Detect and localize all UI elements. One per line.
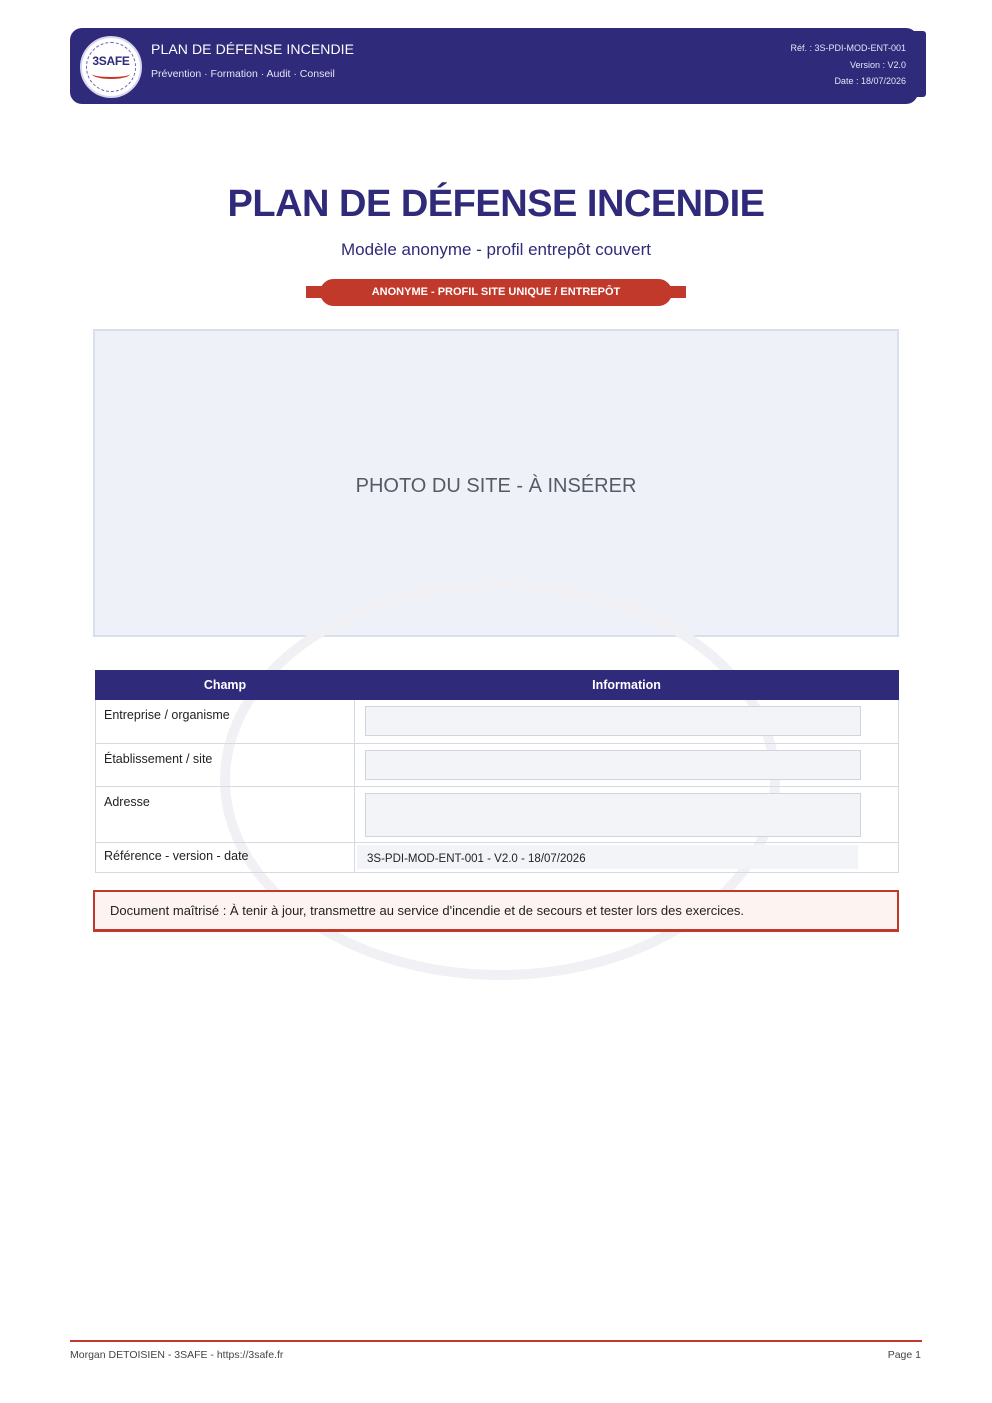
row-label-cell	[96, 744, 355, 787]
site-photo-placeholder[interactable]	[93, 329, 899, 637]
table-header-row	[96, 671, 899, 700]
row-label-cell	[96, 787, 355, 843]
logo-text: 3SAFE	[92, 54, 130, 68]
site-info-table	[95, 670, 899, 873]
footer-divider	[70, 1340, 922, 1342]
field-label-address: Adresse	[104, 795, 150, 809]
field-label-reference: Référence - version - date	[104, 849, 249, 863]
header-title: PLAN DE DÉFENSE INCENDIE	[151, 41, 355, 57]
table-row	[96, 843, 899, 873]
document-title: PLAN DE DÉFENSE INCENDIE	[227, 183, 765, 225]
controlled-document-note: Document maîtrisé : À tenir à jour, transmettre au service d'incendie et de secours et tester lors des exercices.	[93, 890, 899, 932]
header-version: Version : V2.0	[849, 60, 906, 70]
table-row	[96, 700, 899, 744]
field-label-site: Établissement / site	[104, 752, 213, 766]
row-label-cell	[96, 700, 355, 744]
header-date: Date : 18/07/2026	[834, 76, 906, 86]
row-value-cell	[355, 787, 899, 843]
page-header	[70, 28, 918, 104]
header-subtitle: Prévention · Formation · Audit · Conseil	[151, 68, 335, 80]
company-logo	[80, 36, 142, 98]
table-row	[96, 744, 899, 787]
page-number: Page 1	[887, 1349, 921, 1361]
row-value-cell	[355, 744, 899, 787]
field-label-company: Entreprise / organisme	[104, 708, 230, 722]
row-value-cell	[355, 843, 899, 873]
document-subtitle: Modèle anonyme - profil entrepôt couvert	[341, 240, 651, 259]
table-row	[96, 787, 899, 843]
logo-swash	[92, 69, 130, 79]
column-header-field: Champ	[96, 671, 355, 700]
reference-value: 3S-PDI-MOD-ENT-001 - V2.0 - 18/07/2026	[357, 845, 858, 869]
address-input[interactable]	[365, 793, 861, 837]
row-value-cell	[355, 700, 899, 744]
header-reference: Réf. : 3S-PDI-MOD-ENT-001	[790, 43, 906, 53]
row-label-cell	[96, 843, 355, 873]
column-header-information: Information	[355, 671, 899, 700]
photo-placeholder-label: PHOTO DU SITE - À INSÉRER	[355, 475, 637, 497]
site-input[interactable]	[365, 750, 861, 780]
company-input[interactable]	[365, 706, 861, 736]
footer-author: Morgan DETOISIEN - 3SAFE - https://3safe.fr	[70, 1349, 284, 1361]
profile-ribbon: ANONYME - PROFIL SITE UNIQUE / ENTREPÔT	[320, 279, 672, 306]
